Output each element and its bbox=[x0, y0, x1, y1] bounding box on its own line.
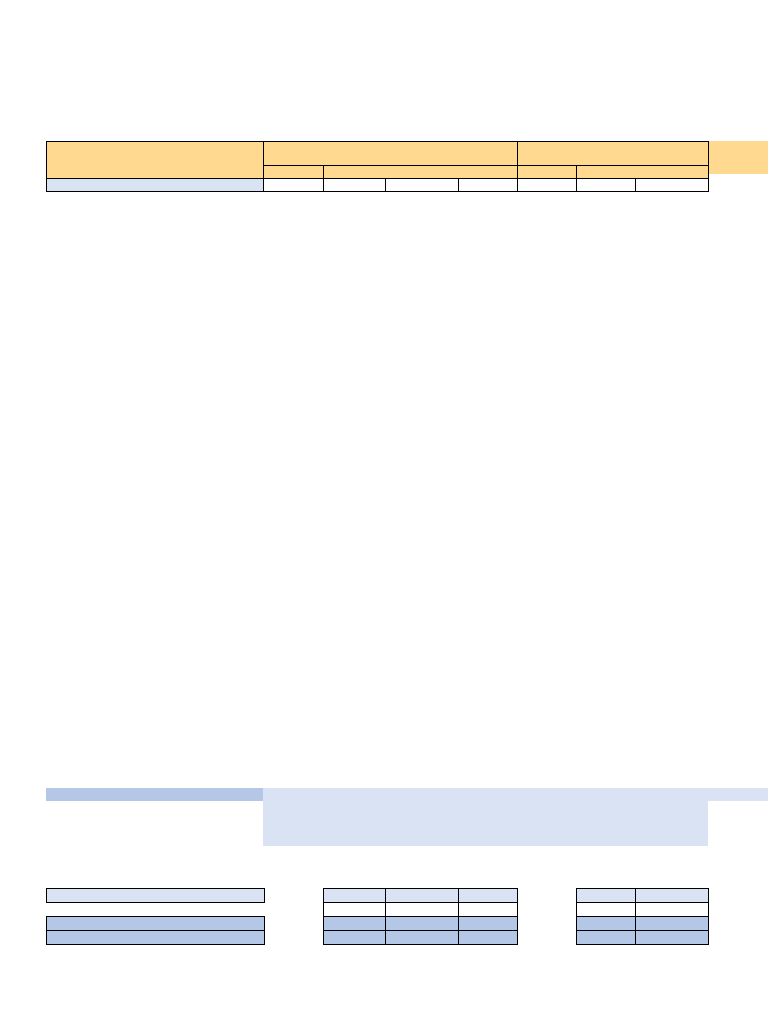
learners-header bbox=[324, 889, 386, 903]
sy-gwa-header bbox=[577, 179, 636, 192]
blank-cell bbox=[324, 903, 386, 917]
baseline-target-header bbox=[264, 166, 324, 179]
breakdown-title bbox=[47, 889, 265, 903]
sy-target-header bbox=[518, 166, 577, 179]
baseline-actual-header bbox=[324, 166, 518, 179]
group-cell bbox=[636, 917, 709, 931]
baseline-remarks-header bbox=[459, 179, 518, 192]
header-overflow-strip bbox=[708, 141, 768, 174]
baseline-header bbox=[264, 142, 518, 166]
subtotal-learners bbox=[324, 931, 386, 945]
breakdown-group bbox=[47, 917, 265, 931]
breakdown-baseline-table bbox=[323, 888, 518, 945]
sy-descriptor-header bbox=[636, 179, 709, 192]
blank-cell bbox=[636, 903, 709, 917]
sy-actual-header bbox=[577, 166, 709, 179]
enrollment-header bbox=[386, 889, 459, 903]
blank-cell bbox=[577, 903, 636, 917]
observations-box bbox=[263, 801, 708, 846]
subtotal-gwa bbox=[459, 931, 518, 945]
group-cell bbox=[386, 917, 459, 931]
subtotal-enrollment bbox=[636, 931, 709, 945]
baseline-gwa-header bbox=[324, 179, 386, 192]
blank-cell bbox=[386, 903, 459, 917]
group-cell bbox=[577, 917, 636, 931]
blank-cell bbox=[264, 179, 324, 192]
group-cell bbox=[324, 917, 386, 931]
enrollment-header bbox=[636, 889, 709, 903]
sy-header bbox=[518, 142, 709, 166]
breakdown-spacer bbox=[47, 903, 265, 917]
blank-cell bbox=[518, 179, 577, 192]
breakdown-subtotal-label bbox=[47, 931, 265, 945]
observations-label bbox=[46, 788, 263, 801]
subtotal-learners bbox=[577, 931, 636, 945]
breakdown-label-table bbox=[46, 888, 265, 945]
indicator-subheader bbox=[47, 179, 264, 192]
learners-header bbox=[577, 889, 636, 903]
baseline-descriptor-header bbox=[386, 179, 459, 192]
observations-strip bbox=[263, 788, 768, 801]
blank-cell bbox=[459, 903, 518, 917]
subtotal-enrollment bbox=[386, 931, 459, 945]
gwa-header bbox=[459, 889, 518, 903]
indicators-header bbox=[47, 142, 264, 179]
indicator-table-top bbox=[46, 141, 709, 192]
breakdown-sy-table bbox=[576, 888, 709, 945]
group-cell bbox=[459, 917, 518, 931]
